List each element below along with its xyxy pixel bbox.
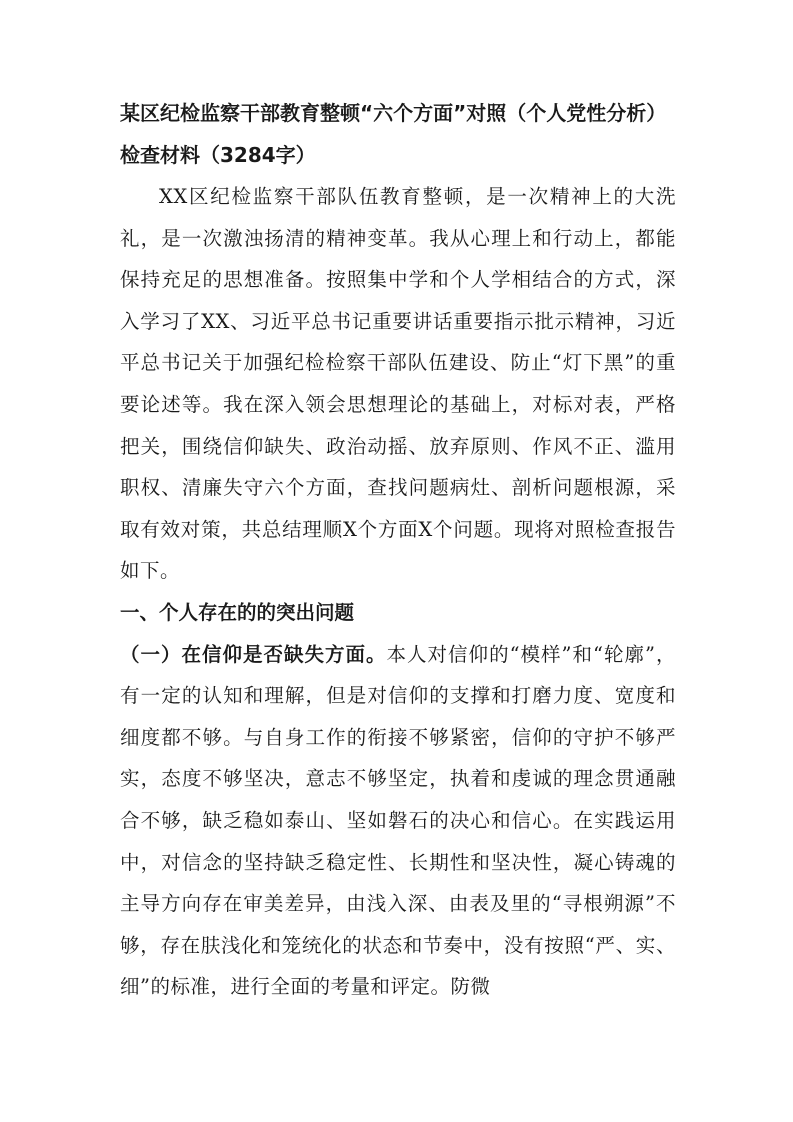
document-page <box>120 92 676 1008</box>
section-heading: 一、个人存在的的突出问题 <box>120 600 355 624</box>
subsection-text: 本人对信仰的“模样”和“轮廓”，有一定的认知和理解，但是对信仰的支撑和打磨力度、宽度和细度都不够。与自身工作的衔接不够紧密，信仰的守护不够严实，态度不够坚决，意志不够坚定，执着和虔诚的理念贯通融合不够，缺乏稳如泰山、坚如磐石的决心和信心。在实践运用中，对信念的坚持缺乏稳定性、长期性和坚决性，凝心铸魂的主导方向存在审美差异，由浅入深、由表及里的“寻根朔源”不够，存在肤浅化和笼统化的状态和节奏中，没有按照“严、实、细”的标准，进行全面的考量和评定。防微 <box>120 642 676 999</box>
intro-paragraph: XX区纪检监察干部队伍教育整顿，是一次精神上的大洗礼，是一次激浊扬清的精神变革。我从心理上和行动上，都能保持充足的思想准备。按照集中学和个人学相结合的方式，深入学习了XX、习近平总书记重要讲话重要指示批示精神，习近平总书记关于加强纪检检察干部队伍建设、防止“灯下黑”的重要论述等。我在深入领会思想理论的基础上，对标对表，严格把关，围绕信仰缺失、政治动摇、放弃原则、作风不正、滥用职权、清廉失守六个方面，查找问题病灶、剖析问题根源，采取有效对策，共总结理顺X个方面X个问题。现将对照检查报告如下。 <box>120 185 676 583</box>
document-title: 某区纪检监察干部教育整顿“六个方面”对照（个人党性分析）检查材料（3284字） <box>120 101 667 167</box>
subsection-paragraph <box>120 634 676 1008</box>
subsection-lead: （一）在信仰是否缺失方面。 <box>120 642 387 666</box>
